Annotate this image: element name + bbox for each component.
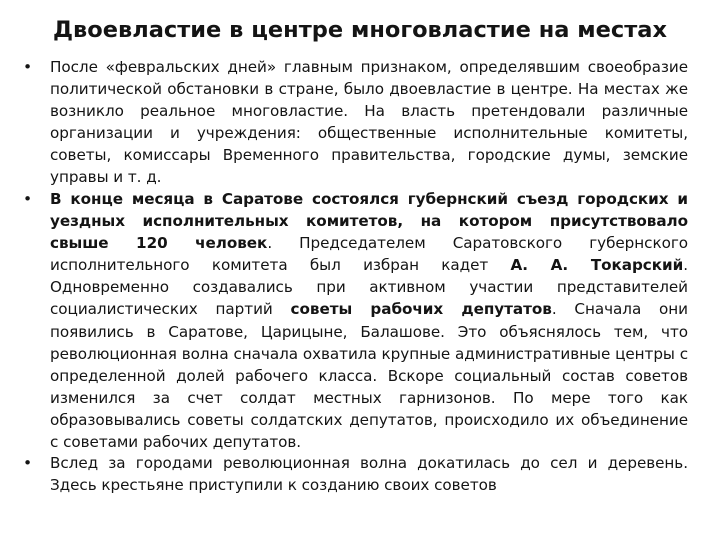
- bold-text: советы рабочих депутатов: [290, 300, 552, 319]
- slide-title: Двоевластие в центре многовластие на местах: [53, 17, 667, 43]
- bullet-marker: •: [23, 454, 33, 472]
- bullet-marker: •: [23, 190, 33, 208]
- bullet-item: [23, 452, 688, 496]
- bullet-text: [50, 56, 688, 189]
- bullet-text-span: Вслед за городами революционная волна докатилась до сел и деревень. Здесь крестьяне приступили к созданию своих советов: [50, 454, 688, 495]
- bullet-item: [23, 188, 688, 453]
- plain-text: . Председателем Саратовского губернского исполнительного комитета был избран кадет: [50, 234, 688, 275]
- plain-text: . Одновременно создавались при активном участии представителей социалистических партий: [50, 256, 688, 319]
- bold-text: В конце месяца в Саратове состоялся губернский съезд городских и уездных исполнительных комитетов, на котором присутствовало свыше 120 человек: [50, 190, 688, 253]
- bullet-marker: •: [23, 58, 33, 76]
- bullet-text: [50, 452, 688, 496]
- bullet-item: [23, 56, 688, 189]
- bullet-text-span: После «февральских дней» главным признаком, определявшим своеобразие политической обстановки в стране, было двоевластие в центре. На местах же возникло реальное многовластие. На власть претендовали различные организации и учреждения: общественные исполнительные комитеты, советы, комиссары Временного правительства, городские думы, земские управы и т. д.: [50, 58, 688, 187]
- plain-text: . Сначала они появились в Саратове, Царицыне, Балашове. Это объяснялось тем, что революционная волна сначала охватила крупные административные центры с определенной долей рабочего класса. Вскоре социальный состав советов изменился за счет солдат местных гарнизонов. По мере того как образовывались советы солдатских депутатов, происходило их объединение с советами рабочих депутатов.: [50, 300, 688, 452]
- bullet-text: [50, 188, 688, 453]
- bold-text: А. А. Токарский: [510, 256, 684, 275]
